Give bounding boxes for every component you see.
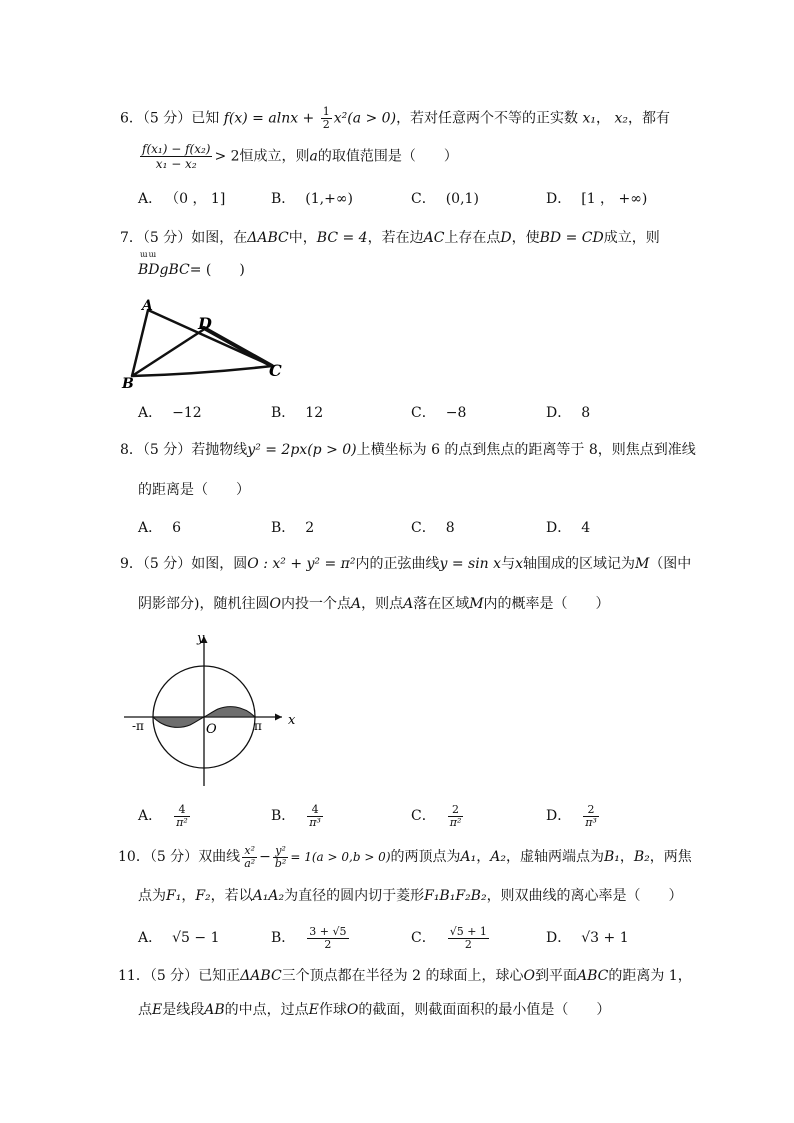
option-d[interactable]: D． $\frac{2}{\text{π³}}$ bbox=[546, 802, 597, 829]
question-9-options bbox=[138, 800, 698, 832]
option-a[interactable]: A． （0 ， 1] bbox=[138, 191, 226, 207]
y-axis-label: y bbox=[197, 631, 205, 646]
option-d[interactable]: D． 4 bbox=[546, 520, 591, 536]
option-d[interactable]: D． 8 bbox=[546, 405, 591, 421]
question-10-line2: 点为F₁，F₂，若以A₁A₂为直径的圆内切于菱形F₁B₁F₂B₂，则双曲线的离心率是（ ） bbox=[138, 888, 683, 904]
question-6-line1: 6．（5 分）已知 f(x) = alnx + $\frac{1}{2}$ x²(a > 0)，若对任意两个不等的正实数 x₁， x₂，都有 bbox=[120, 105, 670, 131]
point-label-b: B bbox=[122, 376, 134, 392]
condition-fraction: $\frac{\text{f(x₁) − f(x₂)}}{\text{x₁ − x₂}}$ bbox=[142, 142, 211, 171]
option-a[interactable]: A． 6 bbox=[138, 520, 182, 536]
question-9-line2: 阴影部分)，随机往圆O内投一个点A，则点A落在区域M内的概率是（ ） bbox=[138, 596, 610, 612]
question-7-line2: ɯɯ BDgBC= ( ) bbox=[138, 250, 245, 278]
option-d[interactable]: D． √3 + 1 bbox=[546, 930, 629, 946]
option-b[interactable]: B． (1,+∞) bbox=[271, 191, 353, 207]
question-8-options bbox=[138, 517, 698, 539]
question-7-options bbox=[138, 402, 698, 424]
option-a[interactable]: A． $\frac{4}{\text{π²}}$ bbox=[138, 802, 188, 829]
shaded-region-left bbox=[153, 717, 204, 727]
vector-product: BDgBC bbox=[138, 262, 190, 278]
option-c[interactable]: C． −8 bbox=[411, 405, 467, 421]
option-b[interactable]: B． $\frac{4}{\text{π³}}$ bbox=[271, 802, 321, 829]
option-c[interactable]: C． $\frac{2}{\text{π²}}$ bbox=[411, 802, 462, 829]
point-label-d: D bbox=[198, 314, 212, 333]
pi-label: π bbox=[254, 719, 262, 733]
question-11-line2: 点E是线段AB的中点，过点E作球O的截面，则截面面积的最小值是（ ） bbox=[138, 1002, 611, 1018]
neg-pi-label: -π bbox=[132, 719, 144, 733]
question-8-line2: 的距离是（ ） bbox=[138, 482, 250, 498]
option-c[interactable]: C． 8 bbox=[411, 520, 455, 536]
option-b[interactable]: B． 12 bbox=[271, 405, 324, 421]
option-c[interactable]: C． $\frac{√5 + 1}{2}$ bbox=[411, 924, 487, 951]
x-axis-label: x bbox=[288, 713, 296, 728]
fraction-half: $\frac{1}{2}$ bbox=[322, 105, 330, 131]
point-label-c: C bbox=[269, 361, 282, 380]
question-7-line1: 7．（5 分）如图，在ΔABC中，BC = 4，若在边AC上存在点D，使BD = CD成立，则 bbox=[120, 230, 660, 246]
option-b[interactable]: B． 2 bbox=[271, 520, 315, 536]
triangle-figure bbox=[116, 296, 296, 396]
question-10-line1: 10．（5 分）双曲线 $\frac{\text{x²}}{\text{a²}}$ − $\frac{\text{y²}}{\text{b²}}$ = 1(a > 0,b > 0)的两顶点为A₁，A₂，虚轴两端点为B₁，B₂，两焦 bbox=[118, 843, 692, 870]
question-6-line2: $\frac{\text{f(x₁) − f(x₂)}}{\text{x₁ − x₂}}$ > 2恒成立，则a的取值范围是（ ） bbox=[142, 142, 458, 171]
question-10-options bbox=[138, 922, 698, 954]
sine-circle-figure bbox=[120, 626, 310, 791]
vector-arrows: ɯɯ bbox=[140, 250, 158, 259]
option-a[interactable]: A． √5 − 1 bbox=[138, 930, 220, 946]
option-c[interactable]: C． (0,1) bbox=[411, 191, 479, 207]
question-8-line1: 8．（5 分）若抛物线y² = 2px(p > 0)上横坐标为 6 的点到焦点的距离等于 8，则焦点到准线 bbox=[120, 442, 696, 458]
question-6-options bbox=[138, 188, 698, 210]
option-a[interactable]: A． −12 bbox=[138, 405, 202, 421]
question-9-line1: 9．（5 分）如图，圆O : x² + y² = π²内的正弦曲线y = sin x与x轴围成的区域记为M（图中 bbox=[120, 556, 692, 572]
option-d[interactable]: D． [1 ， +∞) bbox=[546, 191, 648, 207]
shaded-region-right bbox=[204, 707, 255, 717]
origin-label: O bbox=[206, 722, 217, 737]
question-11-line1: 11．（5 分）已知正ΔABC三个顶点都在半径为 2 的球面上，球心O到平面ABC的距离为 1， bbox=[118, 968, 692, 984]
option-b[interactable]: B． $\frac{3 + √5}{2}$ bbox=[271, 924, 347, 951]
point-label-a: A bbox=[142, 298, 153, 314]
x-axis-arrow bbox=[275, 714, 282, 721]
